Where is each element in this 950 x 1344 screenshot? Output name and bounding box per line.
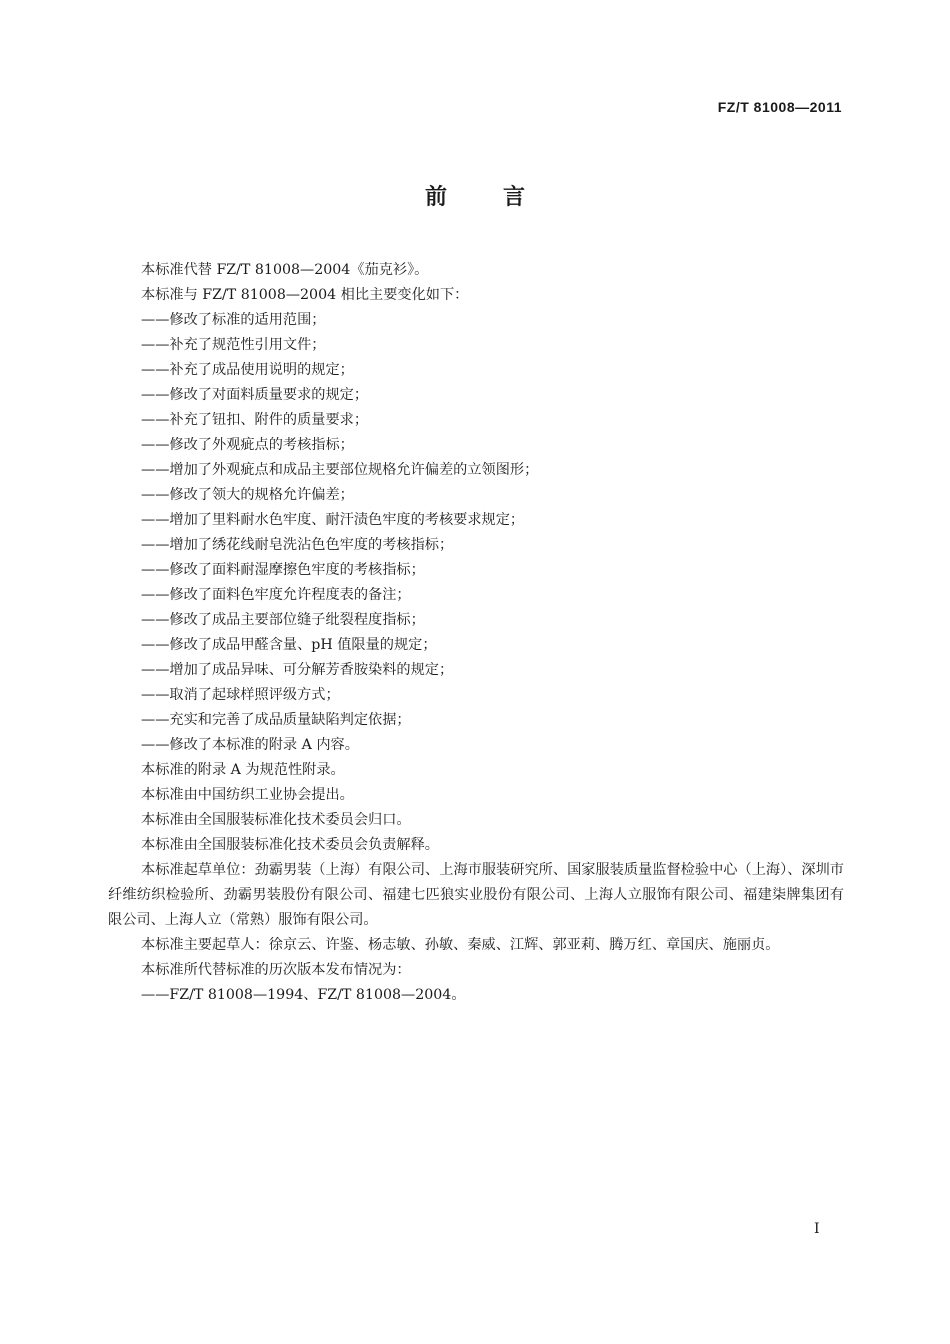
change-list-item: ——修改了面料色牢度允许程度表的备注； (141, 587, 411, 603)
page-title: 前言 (424, 185, 581, 210)
change-list-item: ——增加了绣花线耐皂洗沾色色牢度的考核指标； (141, 537, 454, 553)
paragraph: 本标准代替 FZ/T 81008—2004《茄克衫》。 (141, 262, 429, 278)
change-list-item: ——修改了面料耐湿摩擦色牢度的考核指标； (141, 562, 425, 578)
history-list-item: ——FZ/T 81008—1994、FZ/T 81008—2004。 (141, 987, 466, 1003)
paragraph: 本标准由全国服装标准化技术委员会归口。 (141, 812, 411, 828)
change-list-item: ——修改了本标准的附录 A 内容。 (141, 737, 359, 753)
change-list-item: ——增加了里料耐水色牢度、耐汗渍色牢度的考核要求规定； (141, 512, 525, 528)
change-list-item: ——取消了起球样照评级方式； (141, 687, 340, 703)
change-list-item: ——补充了规范性引用文件； (141, 337, 326, 353)
paragraph: 本标准的附录 A 为规范性附录。 (141, 762, 345, 778)
paragraph: 本标准所代替标准的历次版本发布情况为： (141, 962, 411, 978)
page-number: I (814, 1221, 820, 1237)
change-list-item: ——增加了成品异味、可分解芳香胺染料的规定； (141, 662, 454, 678)
change-list-item: ——修改了领大的规格允许偏差； (141, 487, 354, 503)
change-list-item: ——修改了对面料质量要求的规定； (141, 387, 369, 403)
paragraph: 本标准由中国纺织工业协会提出。 (141, 787, 354, 803)
drafters-paragraph: 本标准主要起草人：徐京云、许鉴、杨志敏、孙敏、秦威、江辉、郭亚莉、腾万红、章国庆、施丽贞。 (141, 937, 780, 953)
paragraph: 本标准由全国服装标准化技术委员会负责解释。 (141, 837, 439, 853)
drafting-units-paragraph: 本标准起草单位：劲霸男装（上海）有限公司、上海市服装研究所、国家服装质量监督检验中心（上海）、深圳市纤维纺织检验所、劲霸男装股份有限公司、福建七匹狼实业股份有限公司、上海人立服饰有限公司、福建柒牌集团有限公司、上海人立（常熟）服饰有限公司。 (108, 862, 844, 928)
standard-number: FZ/T 81008—2011 (717, 99, 842, 115)
paragraph: 本标准与 FZ/T 81008—2004 相比主要变化如下： (141, 287, 469, 303)
change-list-item: ——增加了外观疵点和成品主要部位规格允许偏差的立领图形； (141, 462, 539, 478)
change-list-item: ——修改了成品甲醛含量、pH 值限量的规定； (141, 637, 437, 653)
change-list-item: ——充实和完善了成品质量缺陷判定依据； (141, 712, 411, 728)
change-list-item: ——修改了成品主要部位缝子纰裂程度指标； (141, 612, 425, 628)
change-list-item: ——修改了外观疵点的考核指标； (141, 437, 354, 453)
foreword-body (108, 258, 844, 1008)
change-list-item: ——修改了标准的适用范围； (141, 312, 326, 328)
change-list-item: ——补充了成品使用说明的规定； (141, 362, 354, 378)
change-list-item: ——补充了钮扣、附件的质量要求； (141, 412, 369, 428)
